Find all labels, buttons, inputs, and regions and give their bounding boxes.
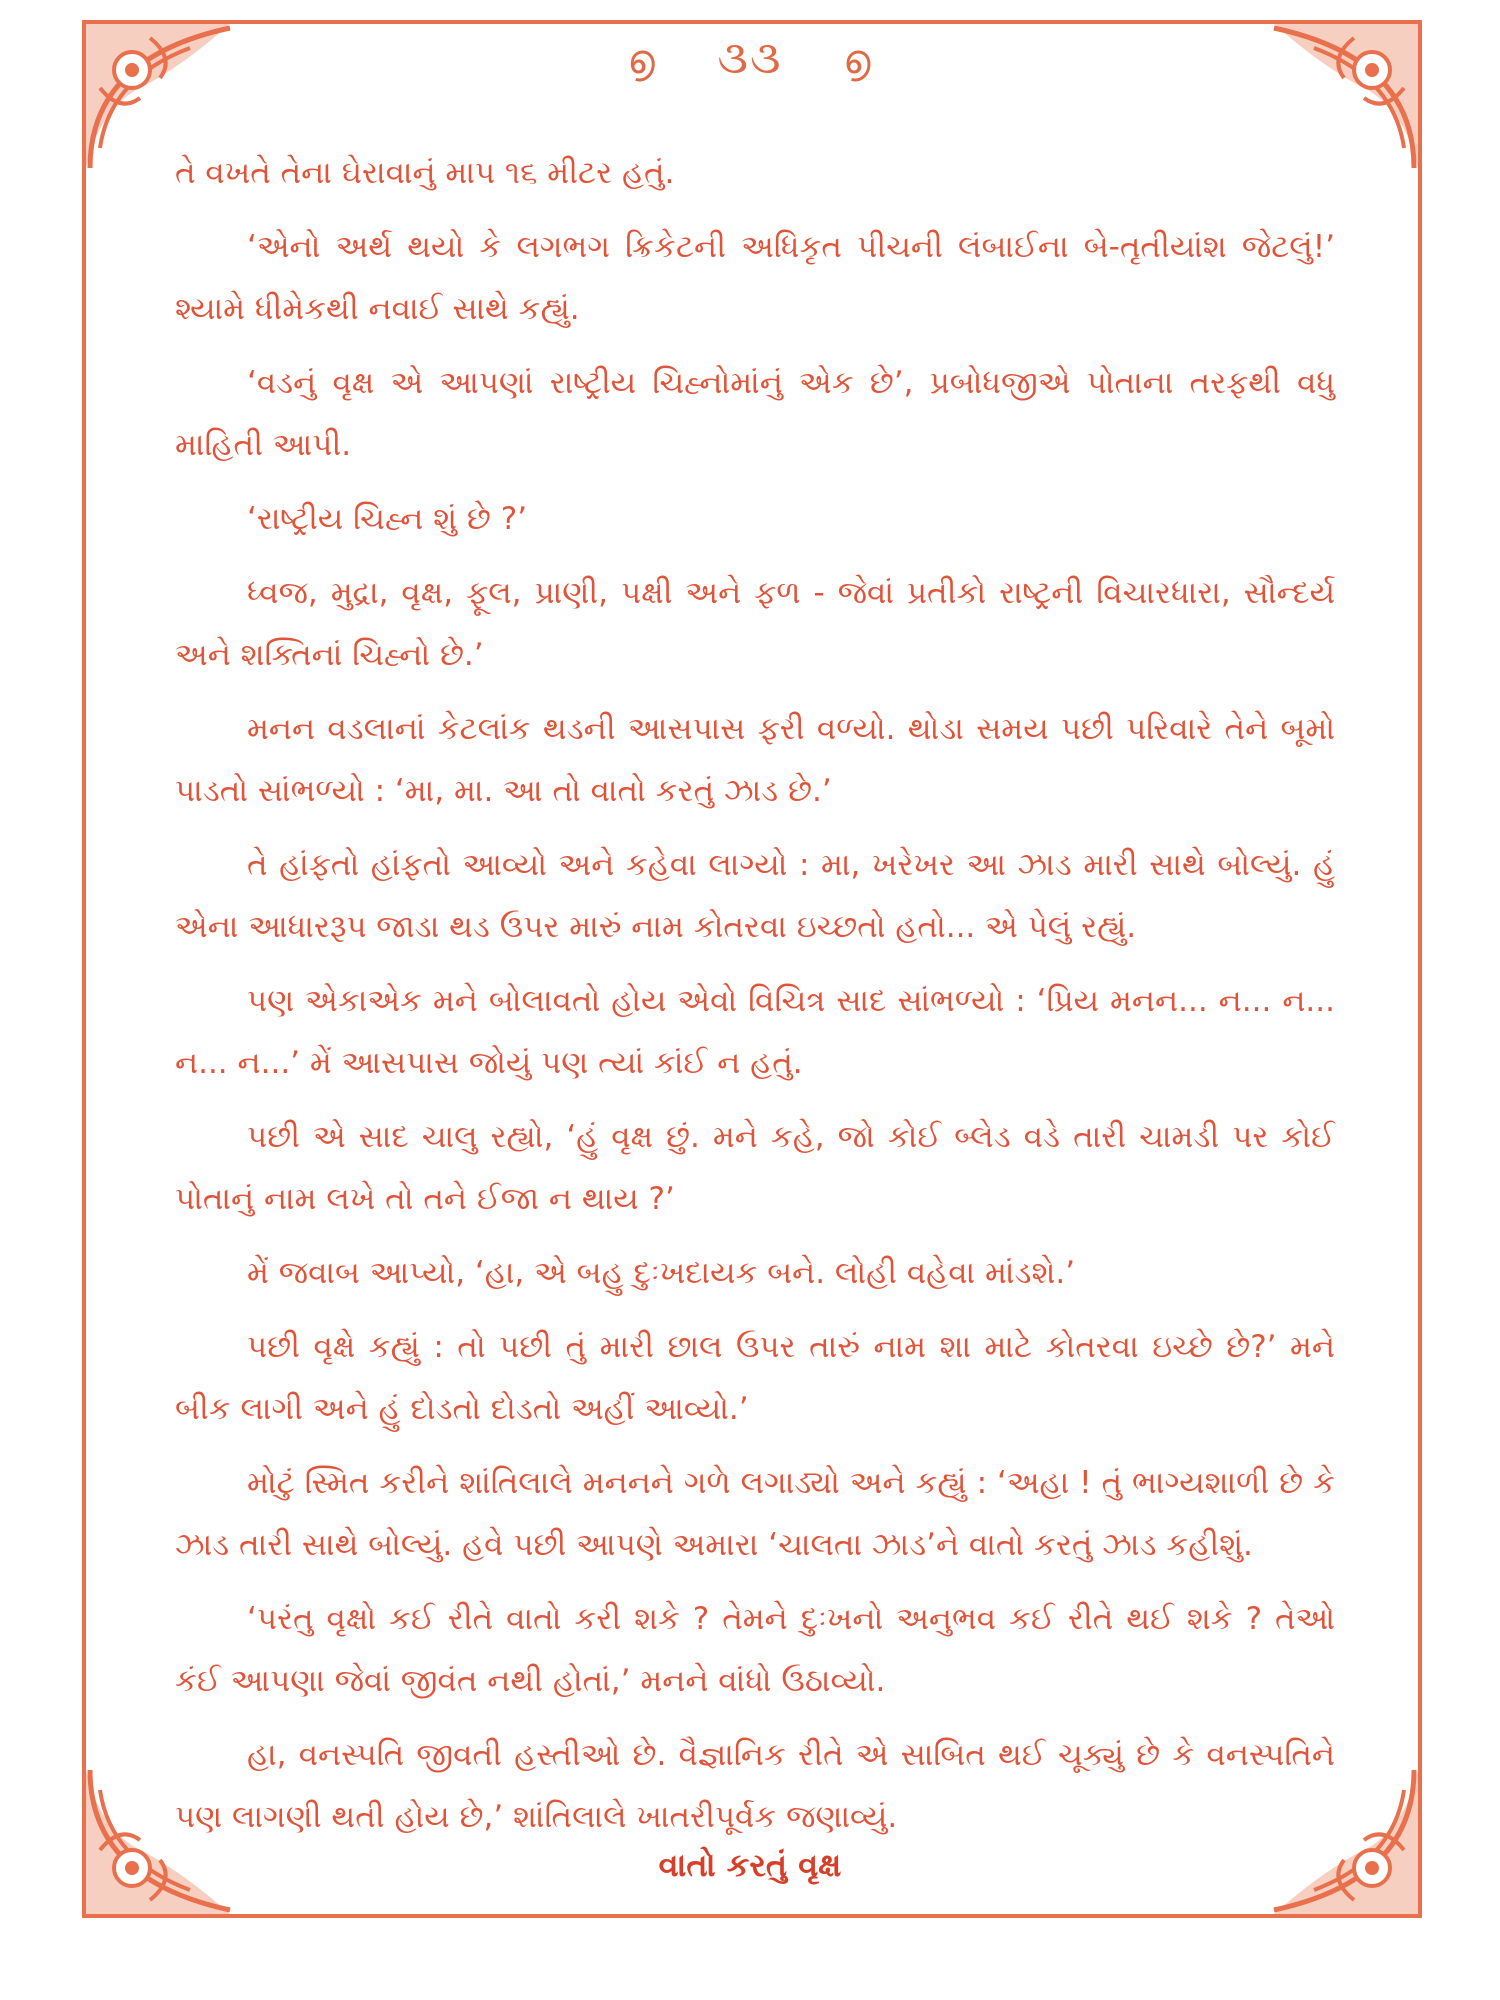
paragraph: ‘પરંતુ વૃક્ષો કઈ રીતે વાતો કરી શકે ? તેમને દુઃખનો અનુભવ કઈ રીતે થઈ શકે ? તેઓ કંઈ આપણા જેવાં જીવંત નથી હોતાં,’ મનને વાંધો ઉઠાવ્યો. <box>175 1601 1335 1699</box>
paragraph: તે હાંફતો હાંફતો આવ્યો અને કહેવા લાગ્યો : મા, ખરેખર આ ઝાડ મારી સાથે બોલ્યું. હું એના આધારરૂપ જાડા થડ ઉપર મારું નામ કોતરવા ઇચ્છતો હતો... એ પેલું રહ્યું. <box>175 847 1335 945</box>
page-header <box>0 30 1500 86</box>
page-footer-title: વાતો કરતું વૃક્ષ <box>658 1846 842 1884</box>
paragraph: ‘રાષ્ટ્રીય ચિહ્ન શું છે ?’ <box>247 501 528 537</box>
paragraph: પછી વૃક્ષે કહ્યું : તો પછી તું મારી છાલ ઉપર તારું નામ શા માટે કોતરવા ઇચ્છે છે?’ મને બીક લાગી અને હું દોડતો દોડતો અહીં આવ્યો.’ <box>175 1329 1335 1427</box>
paragraph: મનન વડલાનાં કેટલાંક થડની આસપાસ ફરી વળ્યો. થોડા સમય પછી પરિવારે તેને બૂમો પાડતો સાંભળ્યો : ‘મા, મા. આ તો વાતો કરતું ઝાડ છે.’ <box>175 711 1335 809</box>
page-number: ૩૩ <box>717 30 783 84</box>
paragraph: હા, વનસ્પતિ જીવતી હસ્તીઓ છે. વૈજ્ઞાનિક રીતે એ સાબિત થઈ ચૂક્યું છે કે વનસ્પતિને પણ લાગણી થતી હોય છે,’ શાંતિલાલે ખાતરીપૂર્વક જણાવ્યું. <box>175 1737 1335 1835</box>
paragraph: ‘એનો અર્થ થયો કે લગભગ ક્રિકેટની અધિકૃત પીચની લંબાઈના બે-તૃતીયાંશ જેટલું!’ શ્યામે ધીમેકથી નવાઈ સાથે કહ્યું. <box>175 229 1335 327</box>
paragraph: પણ એકાએક મને બોલાવતો હોય એવો વિચિત્ર સાદ સાંભળ્યો : ‘પ્રિય મનન... ન... ન... ન... ન...’ મેં આસપાસ જોયું પણ ત્યાં કાંઈ ન હતું. <box>175 983 1335 1081</box>
paragraph: મેં જવાબ આપ્યો, ‘હા, એ બહુ દુઃખદાયક બને. લોહી વહેવા માંડશે.’ <box>247 1255 1076 1291</box>
paragraph: તે વખતે તેના ઘેરાવાનું માપ ૧૬ મીટર હતું. <box>175 155 675 191</box>
paragraph: મોટું સ્મિત કરીને શાંતિલાલે મનનને ગળે લગાડ્યો અને કહ્યું : ‘અહા ! તું ભાગ્યશાળી છે કે ઝાડ તારી સાથે બોલ્યું. હવે પછી આપણે અમારા ‘ચાલતા ઝાડ’ને વાતો કરતું ઝાડ કહીશું. <box>175 1465 1335 1563</box>
paragraph: પછી એ સાદ ચાલુ રહ્યો, ‘હું વૃક્ષ છું. મને કહે, જો કોઈ બ્લેડ વડે તારી ચામડી પર કોઈ પોતાનું નામ લખે તો તને ઈજા ન થાય ?’ <box>175 1119 1335 1217</box>
paragraph: ધ્વજ, મુદ્રા, વૃક્ષ, ફૂલ, પ્રાણી, પક્ષી અને ફળ - જેવાં પ્રતીકો રાષ્ટ્રની વિચારધારા, સૌન્દર્ય અને શક્તિનાં ચિહ્નો છે.’ <box>175 575 1335 673</box>
paragraph: ‘વડનું વૃક્ષ એ આપણાં રાષ્ટ્રીય ચિહ્નોમાંનું એક છે’, પ્રબોધજીએ પોતાના તરફથી વધુ માહિતી આપી. <box>175 365 1335 463</box>
header-ornament-right-icon: ൭ <box>843 37 873 83</box>
header-ornament-left-icon: ൭ <box>627 37 657 83</box>
story-body <box>175 142 1335 1860</box>
